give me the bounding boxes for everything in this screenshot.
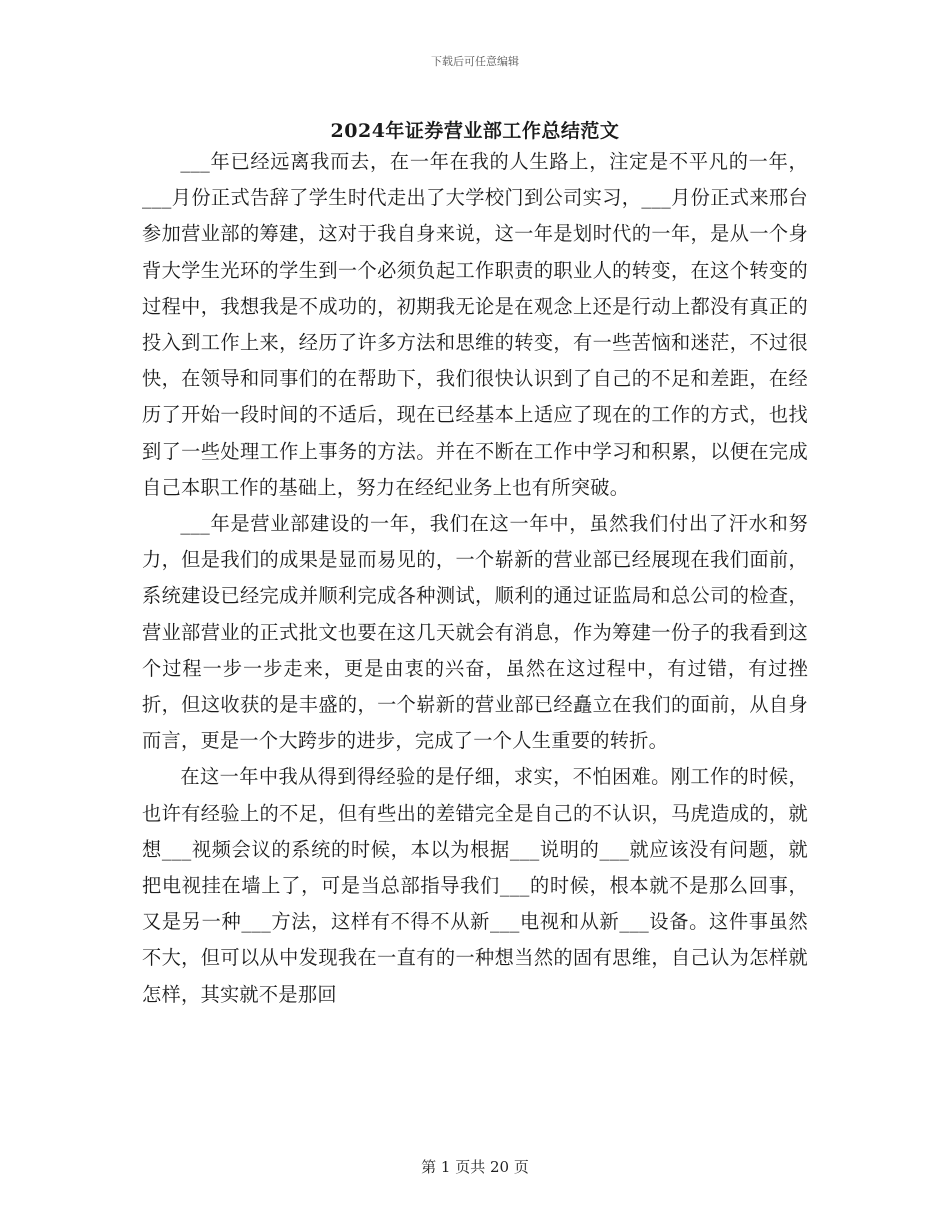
page-number: 第 1 页共 20 页	[421, 1158, 529, 1176]
header-note: 下载后可任意编辑	[431, 55, 519, 68]
paragraph: ___年已经远离我而去，在一年在我的人生路上，注定是不平凡的一年，___月份正式告辞了学生时代走出了大学校门到公司实习，___月份正式来邢台参加营业部的筹建，这对于我自身来说，这一年是划时代的一年，是从一个身背大学生光环的学生到一个必须负起工作职责的职业人的转变，在这个转变的过程中，我想我是不成功的，初期我无论是在观念上还是行动上都没有真正的投入到工作上来，经历了许多方法和思维的转变，有一些苦恼和迷茫，不过很快，在领导和同事们的在帮助下，我们很快认识到了自己的不足和差距，在经历了开始一段时间的不适后，现在已经基本上适应了现在的工作的方式，也找到了一些处理工作上事务的方法。并在不断在工作中学习和积累，以便在完成自己本职工作的基础上，努力在经纪业务上也有所突破。	[142, 150, 808, 499]
paragraph: 在这一年中我从得到得经验的是仔细，求实，不怕困难。刚工作的时候，也许有经验上的不足，但有些出的差错完全是自己的不认识，马虎造成的，就想___视频会议的系统的时候，本以为根据___说明的___就应该没有问题，就把电视挂在墙上了，可是当总部指导我们___的时候，根本就不是那么回事，又是另一种___方法，这样有不得不从新___电视和从新___设备。这件事虽然不大，但可以从中发现我在一直有的一种想当然的固有思维，自己认为怎样就怎样，其实就不是那回	[142, 765, 808, 1006]
document-title: 2024年证券营业部工作总结范文	[330, 120, 620, 142]
document-body	[142, 144, 808, 1013]
paragraph: ___年是营业部建设的一年，我们在这一年中，虽然我们付出了汗水和努力，但是我们的成果是显而易见的，一个崭新的营业部已经展现在我们面前，系统建设已经完成并顺利完成各种测试，顺利的通过证监局和总公司的检查，营业部营业的正式批文也要在这几天就会有消息，作为筹建一份子的我看到这个过程一步一步走来，更是由衷的兴奋，虽然在这过程中，有过错，有过挫折，但这收获的是丰盛的，一个崭新的营业部已经矗立在我们的面前，从自身而言，更是一个大跨步的进步，完成了一个人生重要的转折。	[142, 512, 808, 753]
